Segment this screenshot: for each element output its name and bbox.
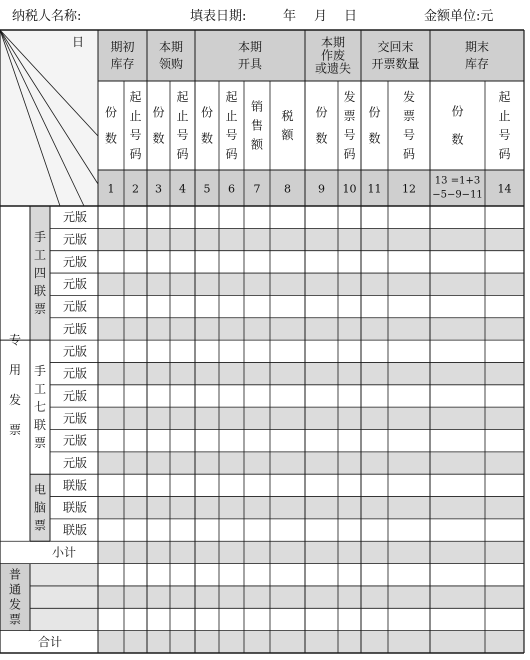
body-row-shade: [98, 586, 524, 608]
group-header-received: 领购: [158, 57, 184, 71]
subheader-copies-char: 数: [152, 131, 165, 146]
section-ordinary-char: 通: [8, 582, 22, 597]
subheader-start_end-char: 止: [498, 109, 511, 123]
section-computer-char: 脑: [33, 500, 47, 515]
row-label: 元版: [62, 456, 88, 471]
subheader-start_end-char: 码: [176, 147, 189, 161]
group-header-returned: 开票数量: [371, 57, 420, 71]
col-number: 3: [155, 182, 162, 196]
section-subtotal: 小计: [51, 545, 77, 560]
row-label: 元版: [62, 299, 88, 314]
row-label: 联版: [62, 500, 88, 515]
row-label: 元版: [62, 411, 88, 426]
section-manual4-char: 工: [33, 248, 47, 263]
body-row-shade: [98, 362, 524, 384]
subheader-sales-char: 售: [250, 118, 264, 133]
col-number: 2: [132, 182, 139, 196]
section-ordinary-char: 普: [8, 567, 22, 582]
col-number: 8: [284, 182, 291, 196]
header-band-groups: [98, 30, 524, 81]
col-number: 5: [203, 182, 211, 196]
section-ordinary-char: 票: [8, 612, 22, 627]
section-manual4-char: 四: [33, 266, 47, 281]
subheader-copies-char: 数: [368, 131, 381, 146]
section-special-char: 票: [8, 422, 22, 437]
section-manual7-char: 工: [33, 382, 47, 397]
row-label: 联版: [62, 523, 88, 538]
subheader-start_end-char: 起: [176, 90, 189, 104]
section-manual4-char: 联: [33, 284, 47, 299]
section-manual4-char: 手: [33, 230, 47, 245]
row-label: 元版: [62, 277, 88, 292]
section-special-char: 专: [8, 332, 22, 347]
body-row-shade: [98, 407, 524, 429]
row-label: 元版: [62, 321, 88, 336]
subheader-invoice_no-char: 票: [402, 109, 416, 123]
col-number: 11: [367, 182, 382, 196]
subheader-copies-char: 份: [451, 104, 464, 119]
group-header-voided: 本期: [320, 35, 346, 50]
subheader-copies-char: 数: [451, 132, 464, 147]
section-manual7-char: 票: [33, 436, 47, 451]
row-label: 元版: [62, 366, 88, 381]
group-header-opening: 库存: [110, 57, 135, 71]
subheader-copies-char: 份: [368, 105, 381, 120]
row-label: 元版: [62, 210, 88, 225]
subheader-start_end-char: 号: [498, 128, 511, 142]
fill-date-label: 填表日期:: [190, 9, 247, 24]
year-label: 年: [283, 9, 297, 24]
subheader-start_end-char: 止: [129, 109, 142, 123]
subheader-copies-char: 份: [152, 105, 165, 120]
section-computer-char: 票: [33, 518, 47, 533]
taxpayer-name-label: 纳税人名称:: [12, 9, 82, 24]
day-label: 日: [344, 9, 358, 24]
body-row-shade: [98, 228, 524, 250]
subheader-start_end-char: 起: [225, 90, 238, 104]
section-manual7-char: 手: [33, 364, 47, 379]
subheader-invoice_no-char: 发: [343, 90, 356, 104]
group-header-returned: 交回末: [377, 40, 414, 54]
col-number: 13 =1+3: [434, 175, 481, 187]
subheader-copies-char: 数: [200, 131, 214, 146]
subheader-invoice_no-char: 号: [343, 128, 356, 142]
invoice-stock-table: [0, 28, 530, 660]
row-label: 联版: [62, 478, 88, 493]
subheader-invoice_no-char: 票: [343, 109, 356, 123]
row-label: 元版: [62, 344, 88, 359]
body-row-shade: [98, 497, 524, 519]
group-header-opening: 期初: [110, 40, 135, 54]
amount-unit-label: 金额单位:元: [424, 9, 494, 24]
row-label: 元版: [62, 388, 88, 403]
subheader-sales-char: 额: [250, 137, 264, 152]
col-number: 6: [228, 182, 235, 196]
subheader-start_end-char: 码: [129, 147, 142, 161]
group-header-voided: 或遗失: [314, 61, 352, 76]
body-row-shade: [98, 541, 524, 563]
subheader-start_end-char: 码: [225, 147, 238, 161]
col-number: −5−9−11: [432, 189, 483, 201]
group-header-issued: 开具: [237, 57, 263, 71]
subheader-start_end-char: 号: [176, 128, 189, 142]
group-header-voided: 作废: [320, 48, 346, 63]
subheader-invoice_no-char: 号: [402, 128, 416, 142]
month-label: 月: [314, 9, 328, 24]
subheader-tax-char: 额: [281, 128, 294, 142]
col-number: 4: [179, 182, 186, 196]
col-number: 12: [402, 182, 416, 196]
row-label: 元版: [62, 433, 88, 448]
subheader-invoice_no-char: 码: [343, 147, 356, 161]
col-number: 10: [342, 182, 357, 196]
section-manual4-char: 票: [33, 302, 47, 317]
row-label: 元版: [62, 232, 88, 247]
section-total: 合计: [37, 634, 63, 649]
body-row-shade: [98, 452, 524, 474]
corner-cell-bg: [0, 30, 98, 206]
group-header-closing: 期末: [464, 40, 490, 54]
col-number: 14: [497, 182, 512, 196]
section-special-char: 用: [8, 362, 22, 377]
group-header-issued: 本期: [237, 40, 263, 54]
col-number: 1: [107, 182, 115, 196]
section-manual7-char: 联: [33, 418, 47, 433]
subheader-copies-char: 份: [104, 105, 118, 120]
subheader-copies-char: 份: [200, 105, 214, 120]
section-computer-char: 电: [33, 482, 47, 497]
section-special-char: 发: [8, 392, 22, 407]
subheader-start_end-char: 止: [176, 109, 189, 123]
group-header-closing: 库存: [464, 57, 490, 71]
group-header-received: 本期: [158, 40, 184, 54]
body-row-shade: [98, 631, 524, 653]
body-row-shade: [98, 318, 524, 340]
col-number: 7: [253, 182, 261, 196]
subheader-start_end-char: 止: [225, 109, 238, 123]
subheader-start_end-char: 号: [129, 128, 142, 142]
subheader-invoice_no-char: 发: [402, 90, 416, 104]
subheader-sales-char: 销: [250, 99, 264, 114]
subheader-start_end-char: 起: [498, 90, 511, 104]
subheader-invoice_no-char: 码: [402, 147, 416, 161]
subheader-copies-char: 数: [315, 131, 328, 146]
subheader-tax-char: 税: [281, 109, 294, 123]
subheader-start_end-char: 码: [498, 147, 511, 161]
section-manual7-char: 七: [33, 400, 47, 415]
section-ordinary-char: 发: [8, 597, 22, 612]
subheader-start_end-char: 起: [129, 90, 142, 104]
body-row-shade: [98, 273, 524, 295]
row-label: 元版: [62, 254, 88, 269]
ordinary-sub-bg: [30, 564, 98, 631]
subheader-start_end-char: 号: [225, 128, 238, 142]
col-number: 9: [318, 182, 325, 196]
subheader-copies-char: 数: [104, 131, 118, 146]
subheader-copies-char: 份: [315, 105, 328, 120]
form-header: [0, 0, 530, 28]
corner-label: 日: [71, 35, 85, 49]
